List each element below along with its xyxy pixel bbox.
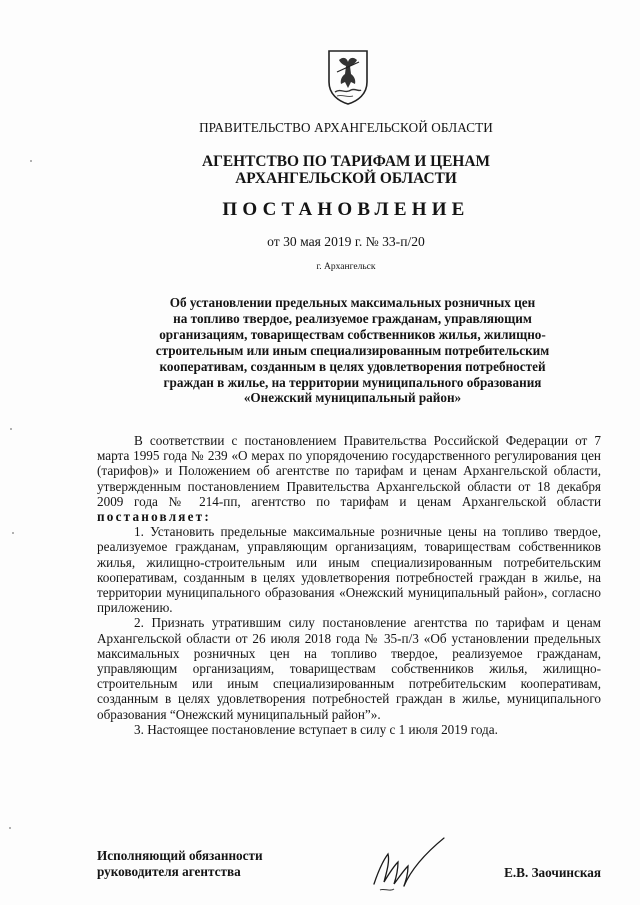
resolves-colon: :	[204, 509, 211, 525]
scan-speck	[9, 827, 11, 829]
signer-position-line: Исполняющий обязанности	[97, 848, 263, 863]
agency-title-line: АГЕНТСТВО ПО ТАРИФАМ И ЦЕНАМ	[201, 153, 491, 170]
subject-line: кооперативам, созданным в целях удовлетворения потребностей	[159, 358, 546, 374]
document-type: ПОСТАНОВЛЕНИЕ	[222, 199, 470, 220]
coat-of-arms-icon	[325, 48, 371, 106]
preamble-paragraph	[97, 433, 601, 524]
subject-line: граждан в жилье, на территории муниципального образования	[163, 374, 542, 390]
document-body	[97, 433, 601, 737]
subject-line: организациям, товариществам собственников жилья, жилищно-	[159, 326, 546, 342]
document-city: г. Архангельск	[316, 262, 376, 272]
handwritten-signature-icon	[368, 832, 448, 900]
item-paragraph-1: 1. Установить предельные максимальные розничные цены на топливо твердое, реализуемое гражданам, управляющим организациям, товариществам собственников жилья, жилищно-строительным или иным специализированным потребительским кооперативам, созданным в целях удовлетворения потребностей граждан в жилье, на территории муниципального образования «Онежский муниципальный район», согласно приложению.	[97, 524, 601, 616]
scan-speck	[30, 160, 32, 162]
document-date-number: от 30 мая 2019 г. № 33-п/20	[267, 234, 425, 249]
scan-speck	[12, 532, 14, 534]
subject-line: «Онежский муниципальный район»	[243, 390, 462, 406]
subject-line: Об установлении предельных максимальных розничных цен	[169, 295, 536, 310]
government-name: ПРАВИТЕЛЬСТВО АРХАНГЕЛЬСКОЙ ОБЛАСТИ	[199, 120, 493, 135]
signer-position	[97, 848, 263, 880]
signer-position-line: руководителя агентства	[97, 864, 241, 879]
preamble-text: В соответствии с постановлением Правительства Российской Федерации от 7 марта 1995 года № 239 «О мерах по упорядочению государственного регулирования цен (тарифов)» и Положением об агентстве по тарифам и ценам Архангельской области, утвержденным постановлением Правительства Архангельской области от 18 декабря 2009 года № 214-пп, агентство по тарифам и ценам Архангельской области	[97, 433, 601, 509]
item-paragraph-2: 2. Признать утратившим силу постановление агентства по тарифам и ценам Архангельской области от 26 июля 2018 года № 35-п/3 «Об установлении предельных максимальных розничных цен на топливо твердое, реализуемое гражданам, управляющим организациям, товариществам собственников жилья, жилищно-строительным или иным специализированным потребительским кооперативам, созданным в целях удовлетворения потребностей граждан в жилье, муниципального образования “Онежский муниципальный район”».	[97, 615, 601, 722]
scan-speck	[10, 428, 12, 430]
signer-name: Е.В. Заочинская	[504, 865, 601, 880]
subject-line: на топливо твердое, реализуемое гражданам, управляющим	[173, 310, 532, 326]
document-subject	[110, 295, 595, 406]
subject-line: строительным или иным специализированным потребительским	[155, 342, 550, 358]
agency-title-line: АРХАНГЕЛЬСКОЙ ОБЛАСТИ	[235, 170, 457, 187]
resolves-word: постановляет	[97, 509, 205, 525]
item-paragraph-3: 3. Настоящее постановление вступает в силу с 1 июля 2019 года.	[134, 721, 498, 737]
agency-title	[0, 153, 640, 187]
